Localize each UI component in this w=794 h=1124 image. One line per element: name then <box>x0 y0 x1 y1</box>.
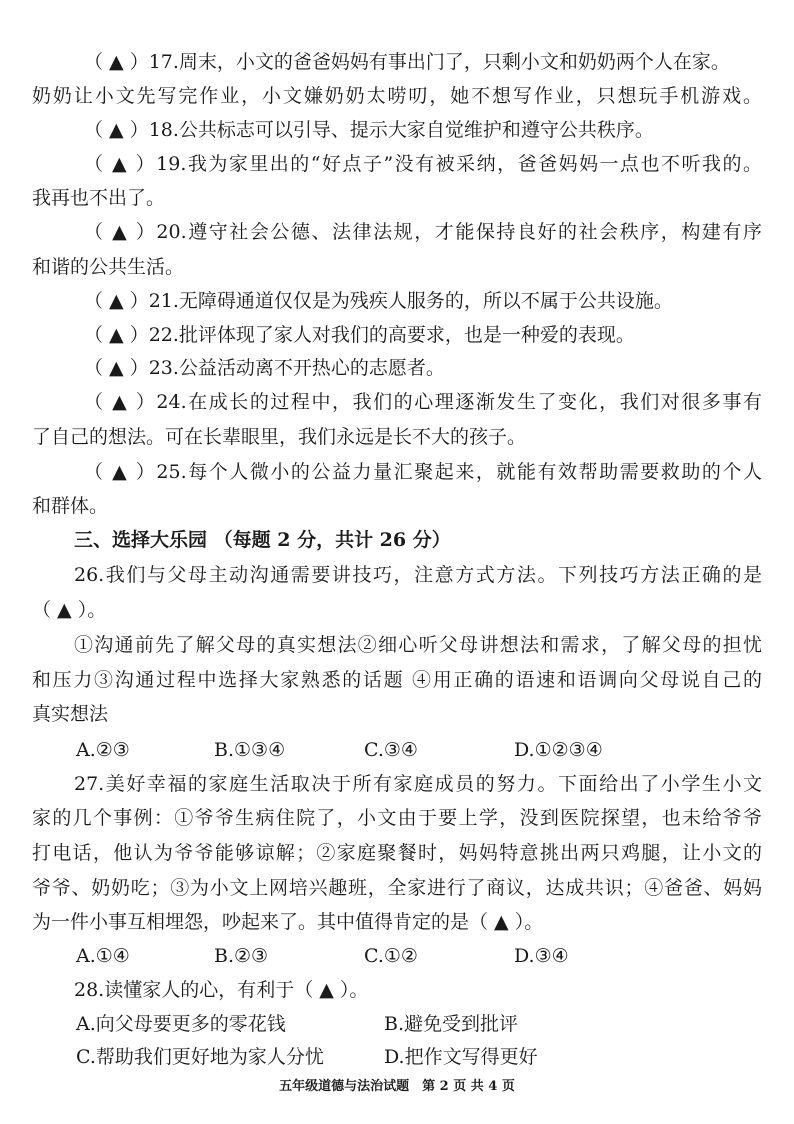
q27-line-1: 27.美好幸福的家庭生活取决于所有家庭成员的努力。下面给出了小学生小文 <box>74 773 762 795</box>
q23-line: （ ▲ ）23.公益活动离不开热心的志愿者。 <box>84 357 445 379</box>
q28-option-b: B.避免受到批评 <box>384 1013 519 1035</box>
q26-items-line-1: ①沟通前先了解父母的真实想法②细心听父母讲想法和需求，了解父母的担忧 <box>74 634 762 656</box>
q26-option-b: B.①③④ <box>214 739 286 761</box>
q25-line-1: （ ▲ ）25.每个人微小的公益力量汇聚起来，就能有效帮助需要救助的个人 <box>84 461 762 483</box>
q20-line-1: （ ▲ ）20.遵守社会公德、法律法规，才能保持良好的社会秩序，构建有序 <box>84 221 762 243</box>
q24-line-1: （ ▲ ）24.在成长的过程中，我们的心理逐渐发生了变化，我们对很多事有 <box>84 391 762 413</box>
q22-line: （ ▲ ）22.批评体现了家人对我们的高要求，也是一种爱的表现。 <box>84 324 635 346</box>
q28-options-row-1 <box>0 1012 794 1036</box>
q26-option-a: A.②③ <box>76 739 130 761</box>
q21-line: （ ▲ ）21.无障碍通道仅仅是为残疾人服务的，所以不属于公共设施。 <box>84 290 673 312</box>
section-three-heading: 三、选择大乐园 （每题 2 分，共计 26 分） <box>74 529 451 551</box>
q28-options-row-2 <box>0 1045 794 1069</box>
q17-line-1: （ ▲ ）17.周末，小文的爸爸妈妈有事出门了，只剩小文和奶奶两个人在家。 <box>84 51 730 73</box>
q27-option-b: B.②③ <box>214 945 269 967</box>
q26-items-line-3: 真实想法 <box>32 703 109 725</box>
q27-options <box>0 944 794 968</box>
q27-option-d: D.③④ <box>514 945 569 967</box>
q26-option-d: D.①②③④ <box>514 739 603 761</box>
q27-option-a: A.①④ <box>76 945 130 967</box>
q26-option-c: C.③④ <box>364 739 418 761</box>
q28-stem: 28.读懂家人的心，有利于（ ▲ ）。 <box>74 979 369 1001</box>
q17-line-2: 奶奶让小文先写完作业，小文嫌奶奶太唠叨，她不想写作业，只想玩手机游戏。 <box>32 85 762 107</box>
q26-options <box>0 738 794 762</box>
q28-option-a: A.向父母要更多的零花钱 <box>76 1013 286 1035</box>
q19-line-1: （ ▲ ）19.我为家里出的“好点子”没有被采纳，爸爸妈妈一点也不听我的。 <box>84 153 762 175</box>
q28-option-d: D.把作文写得更好 <box>384 1046 538 1068</box>
q19-line-2: 我再也不出了。 <box>32 187 166 209</box>
q27-line-5: 为一件小事互相埋怨，吵起来了。其中值得肯定的是（ ▲ ）。 <box>32 911 544 933</box>
q27-line-2: 家的几个事例：①爷爷生病住院了，小文由于要上学，没到医院探望，也未给爷爷 <box>32 807 762 829</box>
q27-option-c: C.①② <box>364 945 418 967</box>
q24-line-2: 了自己的想法。可在长辈眼里，我们永远是长不大的孩子。 <box>32 426 527 448</box>
q20-line-2: 和谐的公共生活。 <box>32 256 185 278</box>
q27-line-3: 打电话，他认为爷爷能够谅解；②家庭聚餐时，妈妈特意挑出两只鸡腿，让小文的 <box>32 842 762 864</box>
page-footer: 五年级道德与法治试题 第 2 页 共 4 页 <box>279 1079 515 1094</box>
q27-line-4: 爷爷、奶奶吃；③为小文上网培兴趣班，全家进行了商议，达成共识；④爸爸、妈妈 <box>32 877 762 899</box>
q28-option-c: C.帮助我们更好地为家人分忧 <box>76 1046 324 1068</box>
q18-line: （ ▲ ）18.公共标志可以引导、提示大家自觉维护和遵守公共秩序。 <box>84 119 654 141</box>
q26-stem-line-1: 26.我们与父母主动沟通需要讲技巧，注意方式方法。下列技巧方法正确的是 <box>74 564 762 586</box>
q26-items-line-2: 和压力③沟通过程中选择大家熟悉的话题 ④用正确的语速和语调向父母说自己的 <box>32 669 762 691</box>
q25-line-2: 和群体。 <box>32 495 109 517</box>
q26-stem-line-2: （ ▲ ）。 <box>32 599 107 621</box>
